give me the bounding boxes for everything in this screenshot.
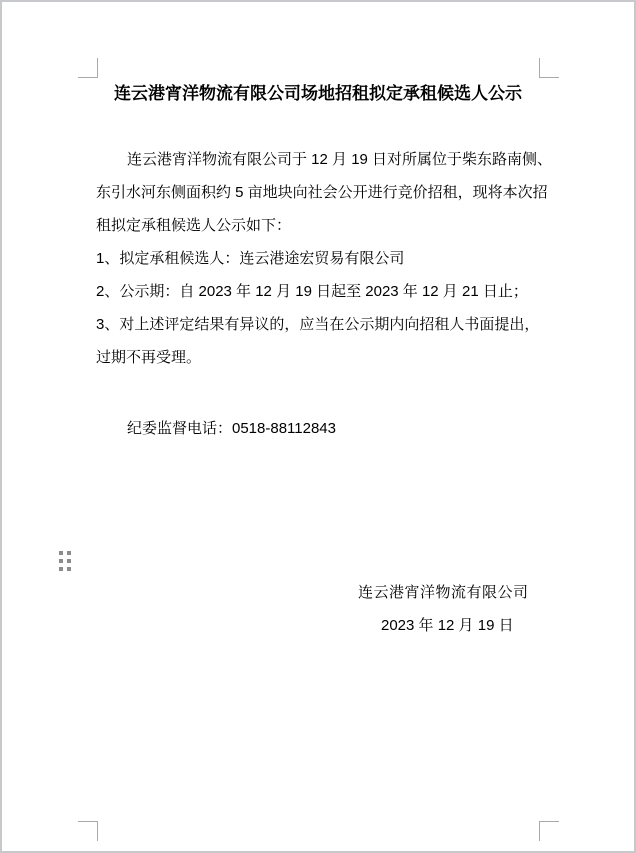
handle-dot xyxy=(67,567,71,571)
page-title: 连云港宵洋物流有限公司场地招租拟定承租候选人公示 xyxy=(114,84,522,103)
list-item-3: 3、对上述评定结果有异议的，应当在公示期内向招租人书面提出， xyxy=(96,316,540,333)
handle-dot xyxy=(67,551,71,555)
paragraph-line: 连云港宵洋物流有限公司于 12 月 19 日对所属位于柴东路南侧、 xyxy=(127,151,553,168)
handle-dot xyxy=(59,551,63,555)
supervision-phone-line: 纪委监督电话：0518-88112843 xyxy=(127,420,336,437)
handle-dot xyxy=(59,559,63,563)
text-boundary-mark-bottom-left-icon xyxy=(78,821,98,841)
paragraph-line: 东引水河东侧面积约 5 亩地块向社会公开进行竞价招租，现将本次招 xyxy=(96,184,548,201)
list-item-1: 1、拟定承租候选人：连云港途宏贸易有限公司 xyxy=(96,250,405,267)
signature-company: 连云港宵洋物流有限公司 xyxy=(358,584,529,601)
text-boundary-mark-bottom-right-icon xyxy=(539,821,559,841)
text-boundary-mark-top-left-icon xyxy=(78,58,98,78)
handle-dot xyxy=(59,567,63,571)
document-body xyxy=(96,143,553,374)
paragraph-line: 租拟定承租候选人公示如下： xyxy=(96,217,292,234)
paragraph-line: 过期不再受理。 xyxy=(96,349,202,366)
list-item-2: 2、公示期：自 2023 年 12 月 19 日起至 2023 年 12 月 21 日止； xyxy=(96,283,528,300)
text-boundary-mark-top-right-icon xyxy=(539,58,559,78)
handle-dot xyxy=(67,559,71,563)
drag-handle-dots-icon[interactable] xyxy=(59,551,71,571)
signature-date: 2023 年 12 月 19 日 xyxy=(381,617,514,634)
